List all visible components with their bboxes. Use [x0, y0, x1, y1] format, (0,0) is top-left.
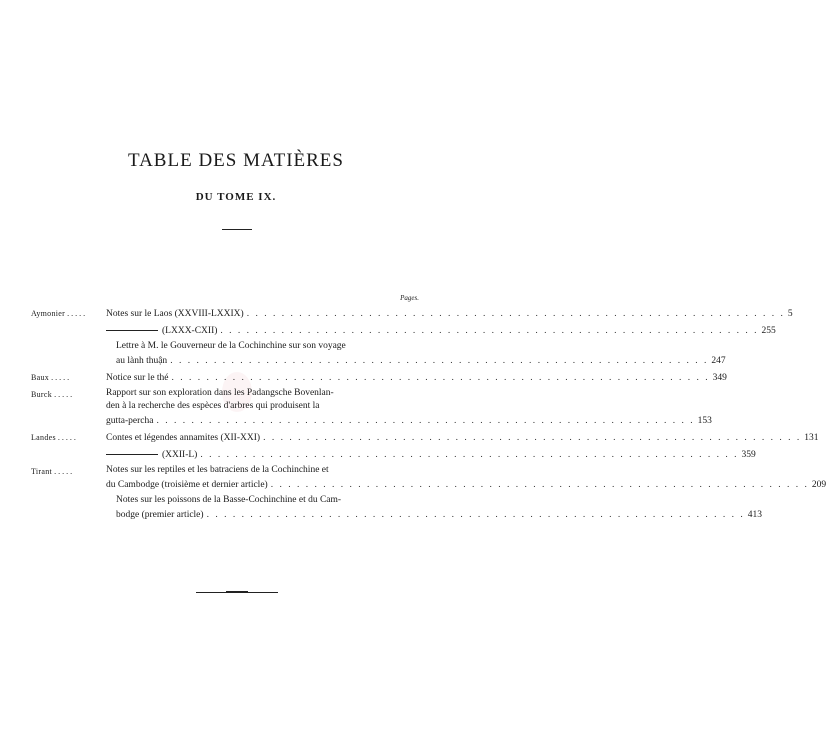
toc-title: du Cambodge (troisième et dernier article) — [106, 480, 268, 490]
toc-title: Notes sur le Laos (XXVIII-LXXIX) — [106, 309, 244, 319]
toc-title: gutta-percha — [106, 416, 154, 426]
toc-entry — [31, 323, 776, 339]
dot-leader: . . . . . . . . . . . . . . . . . . . . . . . . . . . . . . . . . . . . . . . . . . . . . . . . . . . . . . . . . . . . . . — [156, 416, 695, 426]
toc-entry — [31, 430, 819, 446]
toc-page-number: 131 — [804, 433, 819, 443]
toc-line — [106, 370, 727, 386]
toc-line — [106, 477, 826, 493]
toc-title-line: Rapport sur son exploration dans les Padangsche Bovenlan- — [106, 388, 334, 398]
volume-subtitle: DU TOME IX. — [195, 191, 277, 203]
toc-author: Burck . . . . . — [31, 390, 73, 399]
toc-page-number: 255 — [761, 326, 776, 336]
toc-entry — [31, 387, 712, 429]
toc-page-number: 247 — [711, 356, 726, 366]
table-of-contents — [31, 306, 826, 524]
toc-author: Landes . . . . . — [31, 433, 76, 442]
toc-page-number: 349 — [712, 373, 727, 383]
toc-title: au lành thuận — [116, 356, 168, 366]
toc-title-line: den à la recherche des espèces d'arbres qui produisent la — [106, 401, 320, 411]
toc-line — [106, 323, 776, 339]
toc-entry — [31, 370, 727, 386]
toc-author: Baux . . . . . — [31, 373, 70, 382]
toc-line — [116, 353, 726, 369]
dot-leader: . . . . . . . . . . . . . . . . . . . . . . . . . . . . . . . . . . . . . . . . . . . . . . . . . . . . . . . . . . . . . . — [206, 510, 745, 520]
toc-title: (XXII-L) — [162, 450, 198, 460]
toc-entry — [31, 464, 826, 493]
toc-title: Contes et légendes annamites (XII-XXI) — [106, 433, 261, 443]
dot-leader: . . . . . . . . . . . . . . . . . . . . . . . . . . . . . . . . . . . . . . . . . . . . . . . . . . . . . . . . . . . . . . — [170, 356, 709, 366]
ditto-dash — [106, 454, 158, 455]
toc-page-number: 359 — [741, 450, 756, 460]
dot-leader: . . . . . . . . . . . . . . . . . . . . . . . . . . . . . . . . . . . . . . . . . . . . . . . . . . . . . . . . . . . . . . — [270, 480, 809, 490]
toc-title: Notice sur le thé — [106, 373, 169, 383]
toc-title-line: Notes sur les poissons de la Basse-Cochinchine et du Cam- — [116, 495, 342, 505]
dot-leader: . . . . . . . . . . . . . . . . . . . . . . . . . . . . . . . . . . . . . . . . . . . . . . . . . . . . . . . . . . . . . . — [171, 373, 710, 383]
toc-title-line: Notes sur les reptiles et les batraciens de la Cochinchine et — [106, 465, 329, 475]
toc-title: bodge (premier article) — [116, 510, 204, 520]
toc-title-line: Lettre à M. le Gouverneur de la Cochinchine sur son voyage — [116, 341, 346, 351]
pages-column-label: Pages. — [400, 294, 419, 302]
toc-title: (LXXX-CXII) — [162, 326, 218, 336]
toc-entry — [31, 340, 726, 369]
toc-line — [106, 413, 712, 429]
toc-line — [106, 430, 819, 446]
dot-leader: . . . . . . . . . . . . . . . . . . . . . . . . . . . . . . . . . . . . . . . . . . . . . . . . . . . . . . . . . . . . . . — [246, 309, 785, 319]
dot-leader: . . . . . . . . . . . . . . . . . . . . . . . . . . . . . . . . . . . . . . . . . . . . . . . . . . . . . . . . . . . . . . — [200, 450, 739, 460]
toc-page-number: 413 — [747, 510, 762, 520]
toc-line — [106, 306, 793, 322]
toc-line — [116, 507, 762, 523]
dot-leader: . . . . . . . . . . . . . . . . . . . . . . . . . . . . . . . . . . . . . . . . . . . . . . . . . . . . . . . . . . . . . . — [263, 433, 802, 443]
toc-page-number: 153 — [697, 416, 712, 426]
toc-entry — [31, 494, 762, 523]
toc-line — [106, 447, 756, 463]
toc-entry — [31, 306, 793, 322]
ornamental-rule — [196, 591, 278, 593]
page-title: TABLE DES MATIÈRES — [128, 150, 344, 171]
dot-leader: . . . . . . . . . . . . . . . . . . . . . . . . . . . . . . . . . . . . . . . . . . . . . . . . . . . . . . . . . . . . . . — [220, 326, 759, 336]
toc-author: Tirant . . . . . — [31, 467, 73, 476]
toc-page-number: 5 — [787, 309, 793, 319]
toc-entry — [31, 447, 756, 463]
toc-author: Aymonier . . . . . — [31, 309, 86, 318]
ditto-dash — [106, 330, 158, 331]
title-divider — [222, 229, 252, 230]
toc-page-number: 209 — [811, 480, 826, 490]
